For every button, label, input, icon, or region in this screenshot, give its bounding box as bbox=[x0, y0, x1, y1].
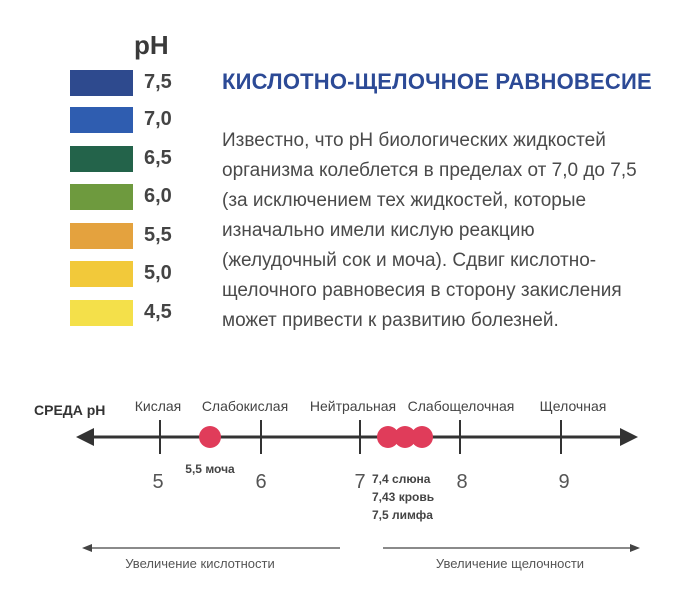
zone-label: Нейтральная bbox=[309, 398, 397, 414]
tick-label: 9 bbox=[558, 471, 570, 493]
axis-right-arrowhead bbox=[620, 428, 638, 446]
color-swatch bbox=[70, 70, 133, 96]
alkalinity-arrow-label: Увеличение щелочности bbox=[435, 556, 585, 571]
marker-label: 5,5 моча bbox=[185, 462, 235, 476]
description-line: щелочного равновесия в сторону закисления bbox=[222, 280, 622, 301]
zone-label: Слабощелочная bbox=[407, 398, 515, 414]
ph-marker-dot bbox=[411, 426, 433, 448]
color-swatch bbox=[70, 261, 133, 287]
scale-label: 4,5 bbox=[144, 301, 172, 323]
scale-row-7-0 bbox=[70, 107, 230, 137]
ph-scale-diagram bbox=[0, 380, 692, 597]
scale-label: 5,0 bbox=[144, 262, 172, 284]
description-line: Известно, что pH биологических жидкостей bbox=[222, 130, 606, 151]
zone-label: Кислая bbox=[134, 398, 182, 414]
color-swatch bbox=[70, 107, 133, 133]
scale-row-6-0 bbox=[70, 184, 230, 214]
color-swatch bbox=[70, 146, 133, 172]
scale-row-5-0 bbox=[70, 261, 230, 291]
marker-label: 7,43 кровь bbox=[372, 490, 435, 504]
zone-label: Слабокислая bbox=[201, 398, 289, 414]
axis-left-arrowhead bbox=[76, 428, 94, 446]
marker-label: 7,4 слюна bbox=[372, 472, 431, 486]
acidity-arrow-label: Увеличение кислотности bbox=[125, 556, 275, 571]
scale-label: 5,5 bbox=[144, 224, 172, 246]
tick-label: 7 bbox=[354, 471, 366, 493]
description-line: может привести к развитию болезней. bbox=[222, 310, 559, 331]
scale-row-6-5 bbox=[70, 146, 230, 176]
description-text bbox=[222, 126, 652, 336]
description-line: (за исключением тех жидкостей, которые bbox=[222, 190, 587, 211]
page-title: КИСЛОТНО-ЩЕЛОЧНОЕ РАВНОВЕСИЕ bbox=[222, 69, 652, 94]
marker-label: 7,5 лимфа bbox=[372, 508, 433, 522]
color-swatch bbox=[70, 184, 133, 210]
description-line: изначально имели кислую реакцию bbox=[222, 220, 535, 241]
scale-label: 6,5 bbox=[144, 147, 172, 169]
tick-label: 6 bbox=[255, 471, 267, 493]
zone-label: Щелочная bbox=[539, 398, 607, 414]
scale-row-7-5 bbox=[70, 70, 230, 100]
tick-label: 5 bbox=[152, 471, 164, 493]
color-swatch bbox=[70, 300, 133, 326]
acidity-arrowhead bbox=[82, 544, 92, 552]
scale-row-4-5 bbox=[70, 300, 230, 330]
scale-label: 7,0 bbox=[144, 108, 172, 130]
description-line: организма колеблется в пределах от 7,0 до 7,5 bbox=[222, 160, 637, 181]
ph-scale-header: pH bbox=[134, 30, 169, 60]
alkalinity-arrowhead bbox=[630, 544, 640, 552]
axis-label: СРЕДА pH bbox=[34, 402, 106, 418]
tick-label: 8 bbox=[456, 471, 468, 493]
scale-row-5-5 bbox=[70, 223, 230, 253]
scale-label: 6,0 bbox=[144, 185, 172, 207]
color-swatch bbox=[70, 223, 133, 249]
scale-label: 7,5 bbox=[144, 71, 172, 93]
ph-marker-dot bbox=[199, 426, 221, 448]
description-line: (желудочный сок и моча). Сдвиг кислотно- bbox=[222, 250, 597, 271]
